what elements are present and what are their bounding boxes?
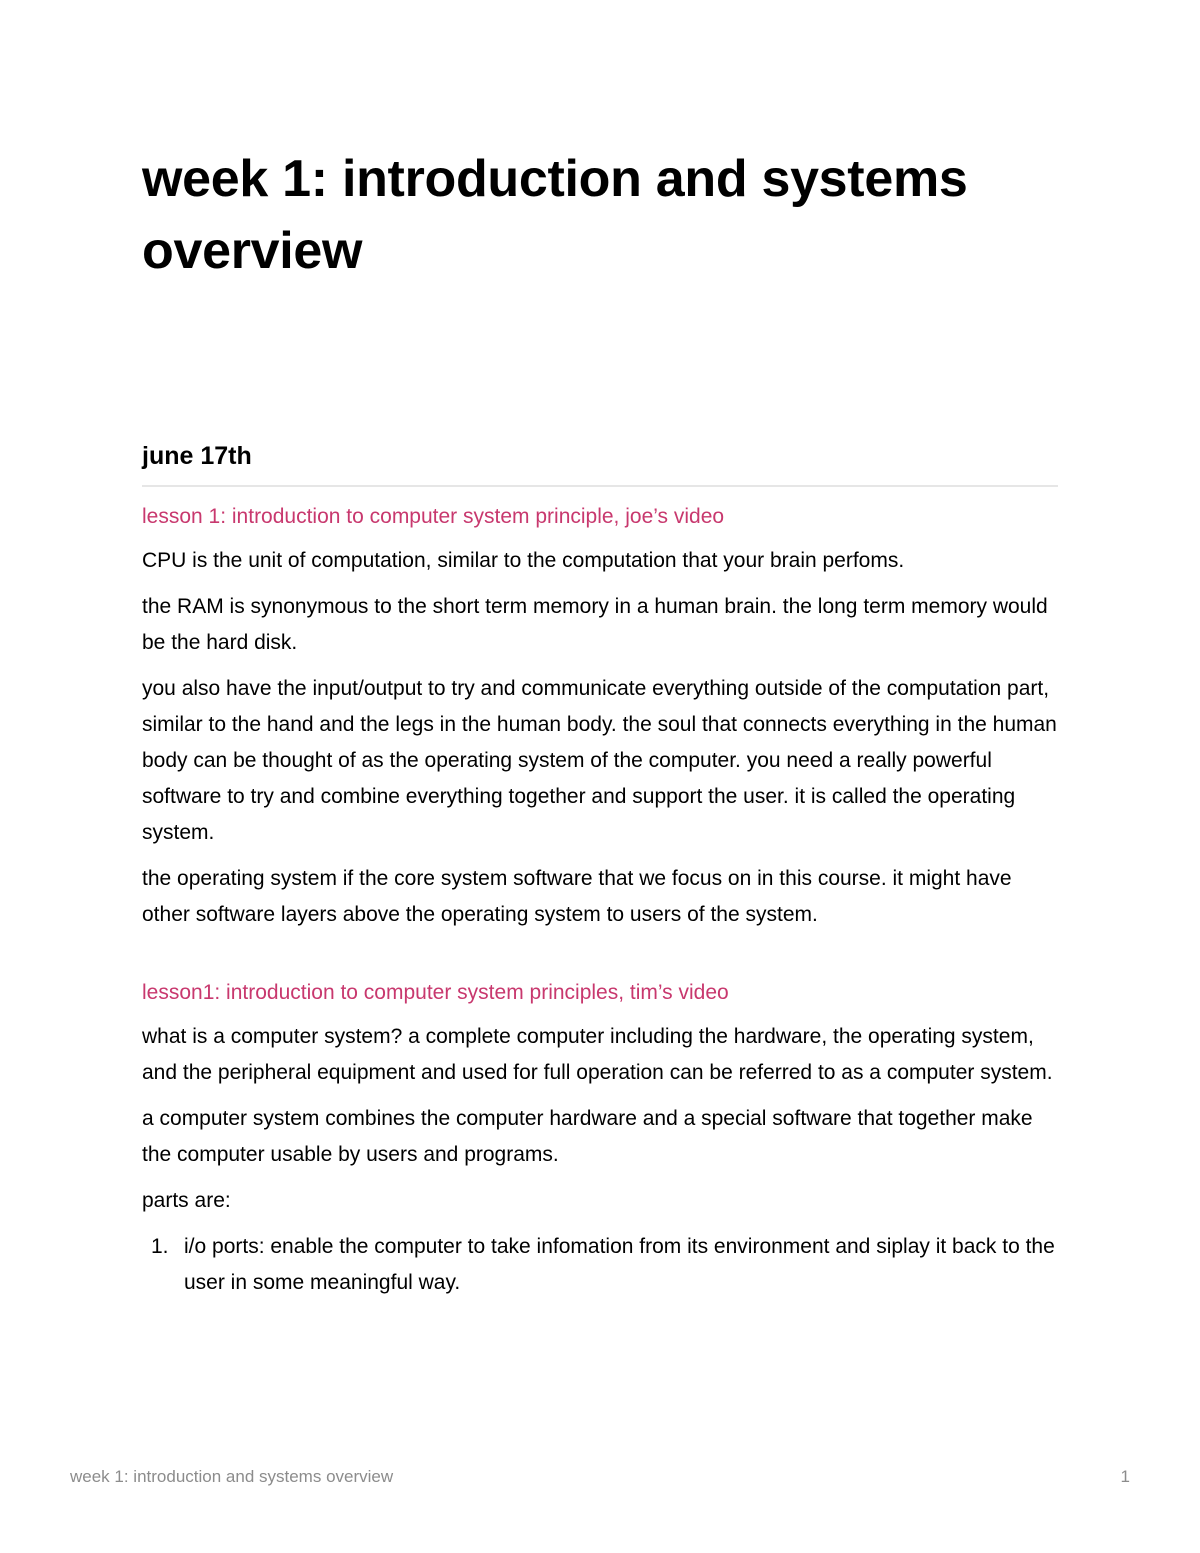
section-heading: june 17th bbox=[142, 442, 252, 470]
paragraph: the operating system if the core system software that we focus on in this course. it might have other software layers above the operating system to users of the system. bbox=[142, 867, 1012, 926]
paragraph: a computer system combines the computer hardware and a special software that together make the computer usable by users and programs. bbox=[142, 1107, 1033, 1166]
numbered-list bbox=[142, 1229, 1060, 1301]
page-number: 1 bbox=[1120, 1467, 1130, 1486]
lesson-heading-tim: lesson1: introduction to computer system principles, tim’s video bbox=[142, 981, 729, 1004]
paragraph: you also have the input/output to try and communicate everything outside of the computation part, similar to the hand and the legs in the human body. the soul that connects everything in the human body can be thought of as the operating system of the computer. you need a really powerful software to try and combine everything together and support the user. it is called the operating system. bbox=[142, 677, 1057, 844]
paragraph: parts are: bbox=[142, 1189, 231, 1212]
paragraph: the RAM is synonymous to the short term memory in a human brain. the long term memory would be the hard disk. bbox=[142, 595, 1048, 654]
lesson-heading-joe: lesson 1: introduction to computer system principle, joe’s video bbox=[142, 505, 725, 528]
list-item-text: i/o ports: enable the computer to take infomation from its environment and siplay it back to the user in some meaningful way. bbox=[184, 1235, 1055, 1294]
document-body bbox=[142, 499, 1060, 1301]
paragraph: what is a computer system? a complete computer including the hardware, the operating system, and the peripheral equipment and used for full operation can be referred to as a computer system. bbox=[142, 1025, 1053, 1084]
list-item-number: 1. bbox=[151, 1235, 169, 1258]
list-item bbox=[142, 1229, 1060, 1301]
section-divider bbox=[142, 485, 1058, 487]
page-title: week 1: introduction and systems overview bbox=[142, 150, 968, 280]
paragraph: CPU is the unit of computation, similar to the computation that your brain perfoms. bbox=[142, 549, 905, 572]
footer-title: week 1: introduction and systems overview bbox=[70, 1467, 394, 1486]
